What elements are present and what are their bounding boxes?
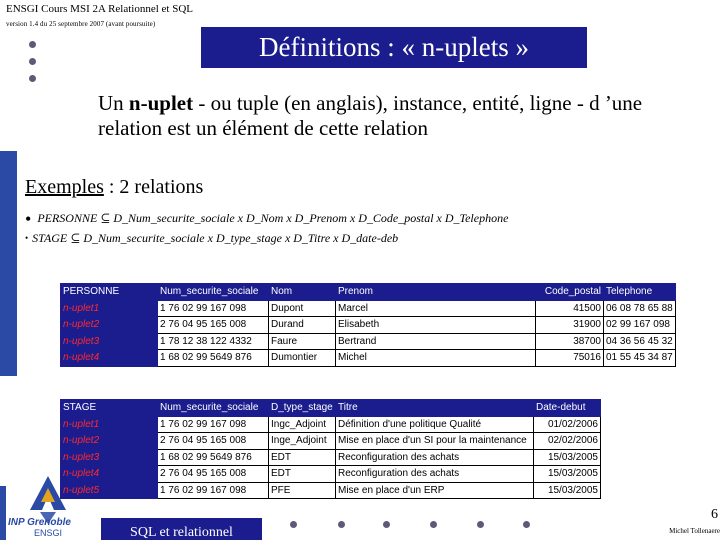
side-dot [29, 75, 36, 82]
col-header: Telephone [604, 284, 676, 301]
table-cell: EDT [269, 449, 336, 466]
table-cell: 2 76 04 95 165 008 [158, 433, 269, 450]
table-cell: Dumontier [269, 350, 336, 367]
table-personne [60, 283, 676, 367]
examples-title-rest: : 2 relations [103, 176, 204, 198]
row-label: n-uplet3 [61, 449, 158, 466]
side-dot [29, 58, 36, 65]
course-header: ENSGI Cours MSI 2A Relationnel et SQL [6, 3, 193, 15]
table-cell: Mise en place d'un ERP [336, 482, 534, 499]
table-cell: Reconfiguration des achats [336, 449, 534, 466]
table-cell: 31900 [536, 317, 604, 334]
table-row [61, 416, 601, 433]
table-cell: 1 68 02 99 5649 876 [158, 350, 269, 367]
table-row [61, 482, 601, 499]
logo-accent-bar [0, 486, 6, 540]
definition-text [98, 91, 658, 141]
table-cell: Définition d'une politique Qualité [336, 416, 534, 433]
table-cell: Faure [269, 333, 336, 350]
table-cell: 15/03/2005 [534, 449, 601, 466]
table-cell: Michel [336, 350, 536, 367]
table-cell: Dupont [269, 300, 336, 317]
inp-grenoble-logo [8, 462, 90, 540]
table-cell: 2 76 04 95 165 008 [158, 317, 269, 334]
table-cell: Ingc_Adjoint [269, 416, 336, 433]
row-label: n-uplet5 [61, 482, 158, 499]
row-label: n-uplet2 [61, 317, 158, 334]
table-cell: 06 08 78 65 88 [604, 300, 676, 317]
table-cell: Bertrand [336, 333, 536, 350]
table-header-row [61, 400, 601, 417]
table-row [61, 350, 676, 367]
col-header: STAGE [61, 400, 158, 417]
footer-dot [430, 521, 437, 528]
col-header: PERSONNE [61, 284, 158, 301]
table-cell: 02 99 167 098 [604, 317, 676, 334]
col-header: D_type_stage [269, 400, 336, 417]
table-cell: 1 76 02 99 167 098 [158, 416, 269, 433]
bullet-icon: • [25, 209, 32, 229]
table-cell: 15/03/2005 [534, 466, 601, 483]
table-cell: Inge_Adjoint [269, 433, 336, 450]
table-cell: 1 68 02 99 5649 876 [158, 449, 269, 466]
table-stage [60, 399, 601, 499]
table-cell: PFE [269, 482, 336, 499]
table-cell: EDT [269, 466, 336, 483]
table-cell: 02/02/2006 [534, 433, 601, 450]
logo-line1: INP Grenoble [8, 517, 71, 528]
table-row [61, 300, 676, 317]
side-dot [29, 41, 36, 48]
table-row [61, 449, 601, 466]
examples-title-underlined: Exemples [25, 176, 104, 198]
footer-box: SQL et relationnel [101, 518, 262, 540]
table-cell: 38700 [536, 333, 604, 350]
row-label: n-uplet1 [61, 300, 158, 317]
table-row [61, 317, 676, 334]
footer-dot [383, 521, 390, 528]
col-header: Titre [336, 400, 534, 417]
relation-personne-text: PERSONNE ⊆ D_Num_securite_sociale x D_Nom x D_Prenom x D_Code_postal x D_Telephone [37, 211, 509, 225]
table-cell: 1 76 02 99 167 098 [158, 300, 269, 317]
table-cell: Durand [269, 317, 336, 334]
slide-title: Définitions : « n-uplets » [201, 27, 587, 68]
table-cell: 1 78 12 38 122 4332 [158, 333, 269, 350]
table-cell: 01 55 45 34 87 [604, 350, 676, 367]
footer-dot [523, 521, 530, 528]
author-name: Michel Tollenaere [669, 527, 720, 535]
left-accent-bar [0, 151, 17, 376]
table-cell: 41500 [536, 300, 604, 317]
footer-dot [338, 521, 345, 528]
col-header: Nom [269, 284, 336, 301]
definition-term: n-uplet [128, 91, 194, 115]
row-label: n-uplet3 [61, 333, 158, 350]
table-row [61, 433, 601, 450]
col-header: Code_postal [536, 284, 604, 301]
table-cell: 1 76 02 99 167 098 [158, 482, 269, 499]
table-header-row [61, 284, 676, 301]
row-label: n-uplet4 [61, 466, 158, 483]
table-cell: Reconfiguration des achats [336, 466, 534, 483]
logo-line2: ENSGI [34, 528, 63, 538]
definition-prefix: Un [98, 91, 129, 115]
row-label: n-uplet4 [61, 350, 158, 367]
relation-stage-text: STAGE ⊆ D_Num_securite_sociale x D_type_stage x D_Titre x D_date-deb [32, 231, 399, 245]
bullet-icon: • [25, 233, 29, 243]
table-cell: 75016 [536, 350, 604, 367]
table-row [61, 333, 676, 350]
table-cell: Mise en place d'un SI pour la maintenance [336, 433, 534, 450]
col-header: Date-debut [534, 400, 601, 417]
relation-personne [25, 210, 508, 227]
table-cell: 01/02/2006 [534, 416, 601, 433]
table-cell: 04 36 56 45 32 [604, 333, 676, 350]
col-header: Prenom [336, 284, 536, 301]
version-header: version 1.4 du 25 septembre 2007 (avant poursuite) [6, 20, 156, 28]
footer-dot [477, 521, 484, 528]
table-cell: Elisabeth [336, 317, 536, 334]
row-label: n-uplet1 [61, 416, 158, 433]
table-row [61, 466, 601, 483]
table-cell: 15/03/2005 [534, 482, 601, 499]
definition-rest: - ou tuple (en anglais), instance, entité, ligne - d ’une relation est un élément de cette relation [98, 91, 643, 140]
col-header: Num_securite_sociale [158, 400, 269, 417]
table-cell: 2 76 04 95 165 008 [158, 466, 269, 483]
page-number: 6 [711, 507, 718, 522]
table-cell: Marcel [336, 300, 536, 317]
col-header: Num_securite_sociale [158, 284, 269, 301]
row-label: n-uplet2 [61, 433, 158, 450]
footer-dot [290, 521, 297, 528]
relation-stage [25, 230, 398, 246]
examples-title [25, 176, 203, 198]
